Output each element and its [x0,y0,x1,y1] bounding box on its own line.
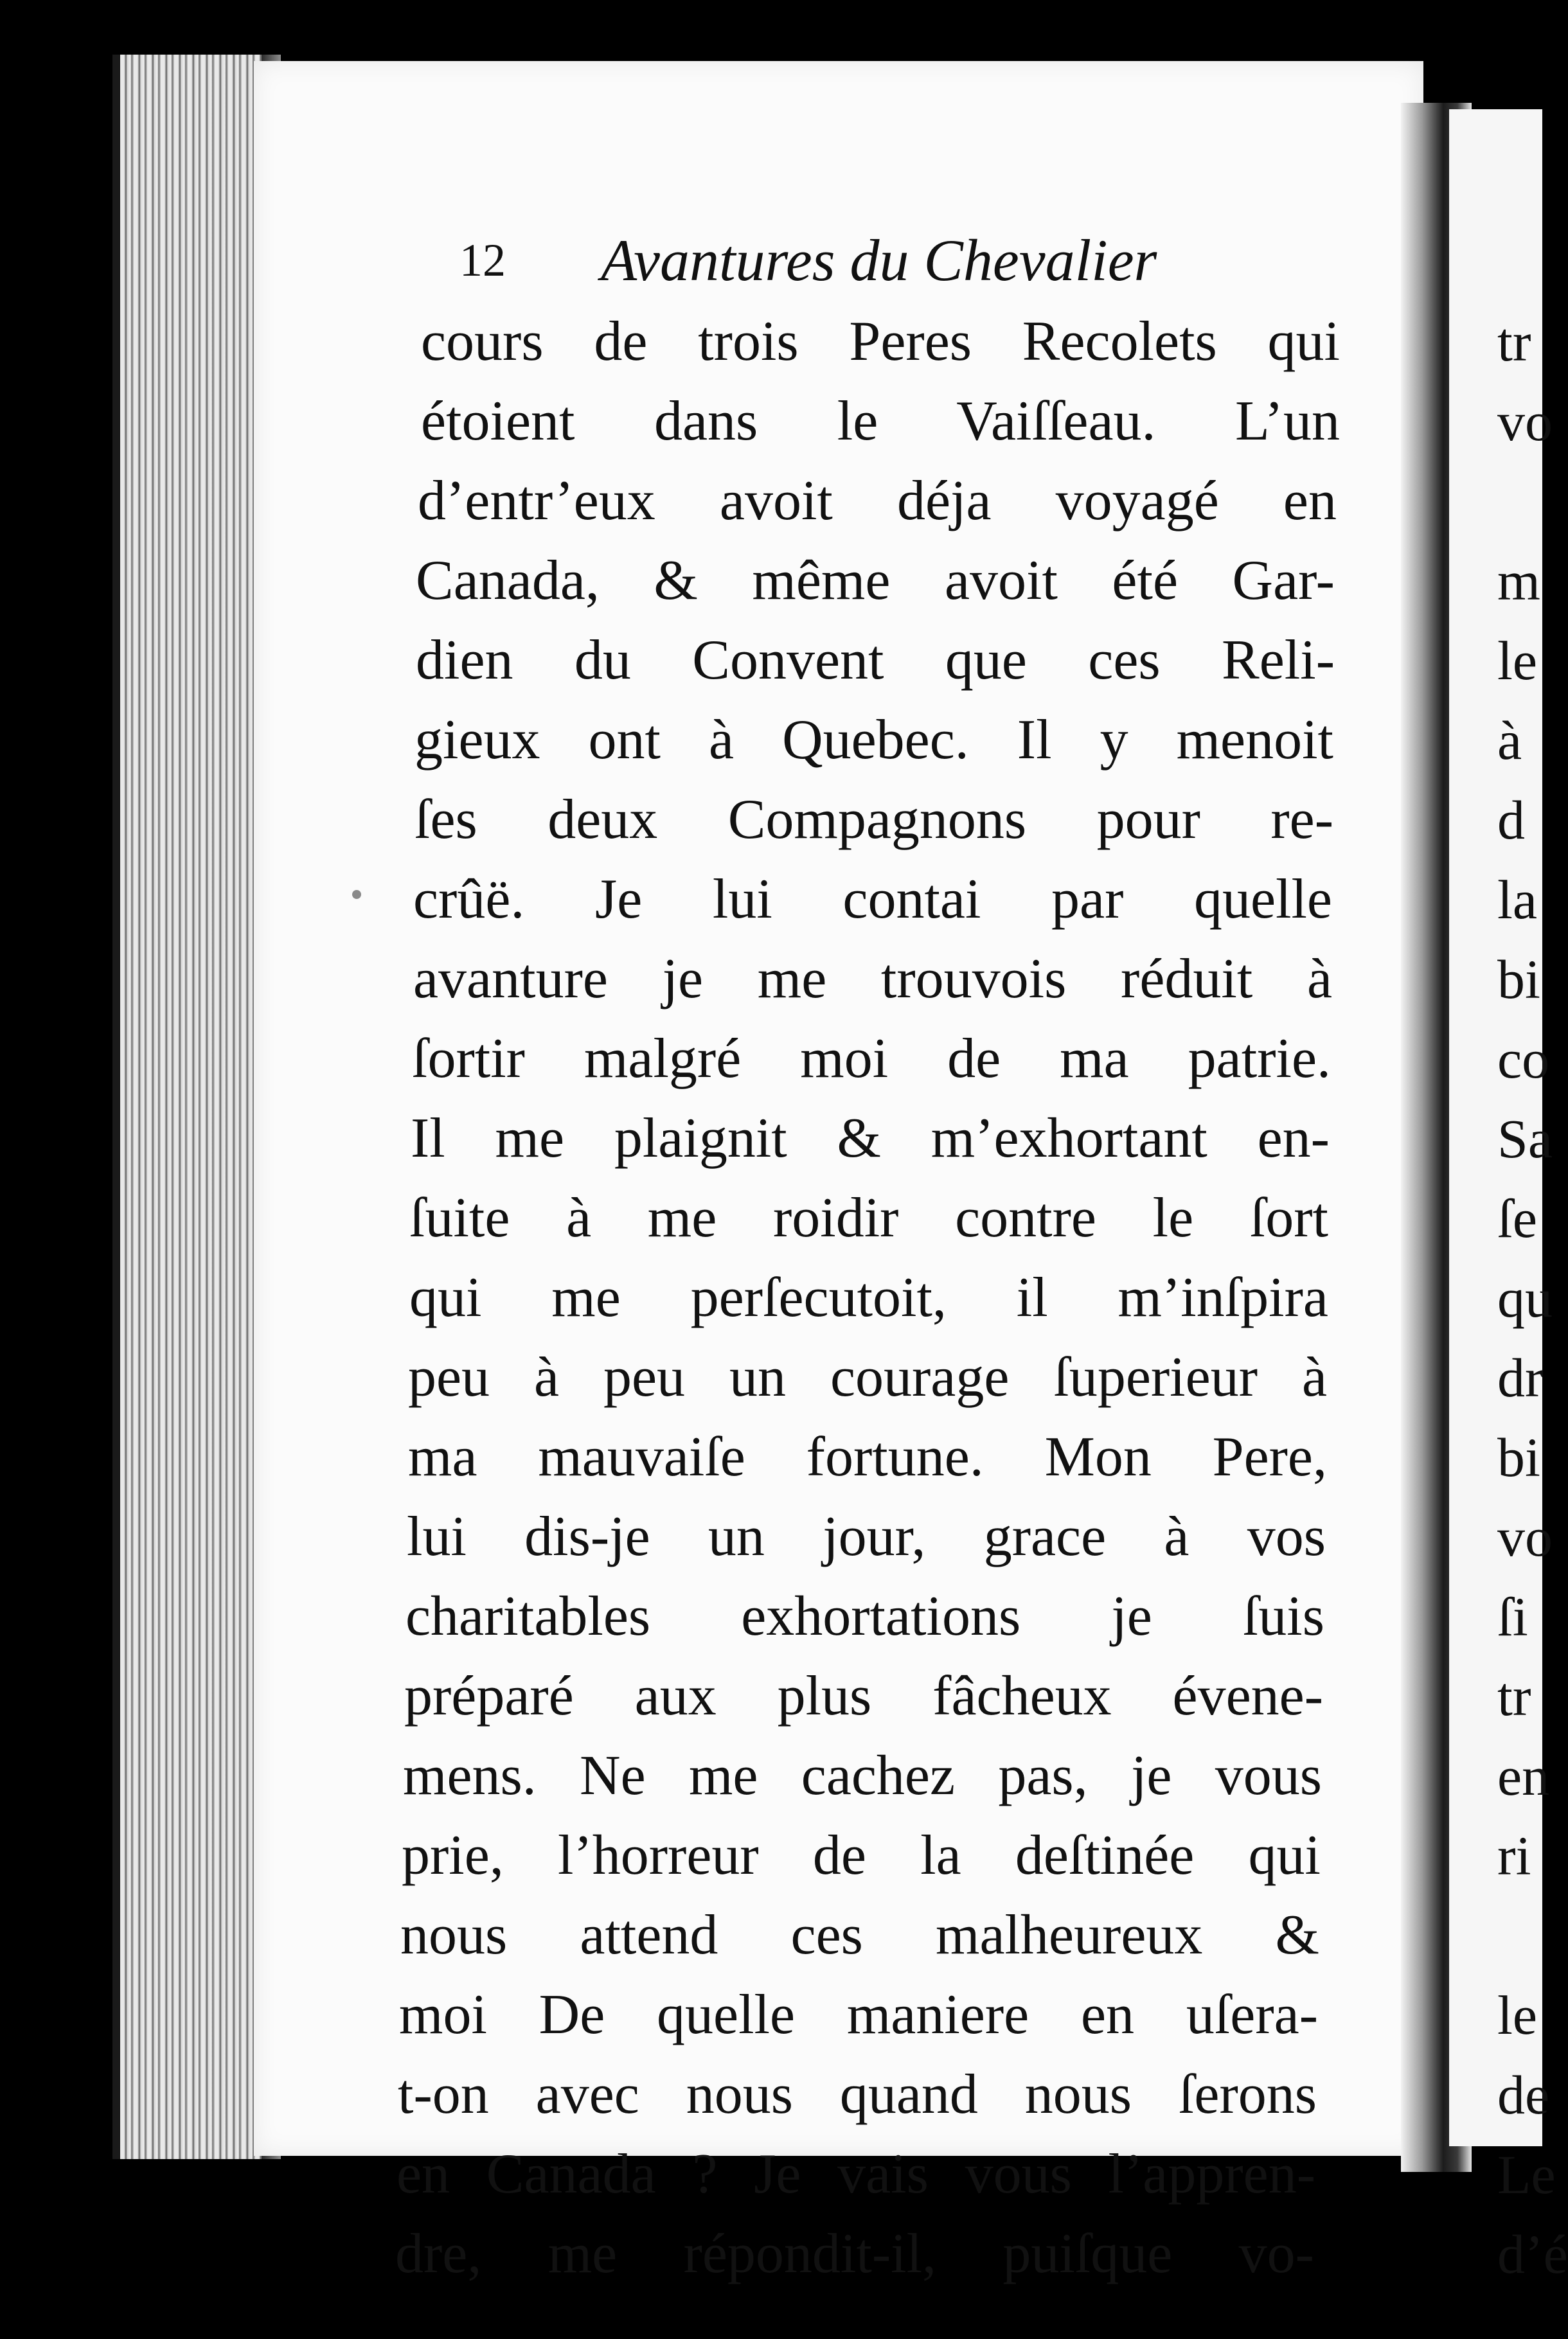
text-line: peu à peu un courage ſuperieur à [408,1346,1327,1409]
facing-text-fragment: vo [1497,1506,1553,1568]
verso-text-block [395,218,1340,2294]
text-line: Canada, & même avoit été Gar- [416,549,1335,612]
facing-text-fragment: le [1497,1984,1538,2046]
text-line: Il me plaignit & m’exhortant en- [411,1107,1330,1170]
facing-text-fragment: ſi [1497,1586,1528,1648]
facing-text-fragment: bi [1497,948,1540,1010]
text-line: cours de trois Peres Recolets qui [421,310,1340,373]
facing-text-fragment: Sa [1497,1108,1553,1170]
facing-text-fragment [1497,1896,1542,1975]
facing-text-fragment: le [1497,630,1538,691]
facing-page-text [1497,302,1568,2294]
text-line: gieux ont à Quebec. Il y menoit [414,709,1333,771]
text-line: crûë. Je lui contai par quelle [413,868,1332,930]
text-line: prie, l’horreur de la deſtinée qui [402,1824,1321,1887]
facing-text-fragment: ſe [1497,1187,1538,1249]
facing-text-fragment: de [1497,2064,1550,2126]
text-line: t-on avec nous quand nous ſerons [398,2063,1317,2126]
facing-text-fragment: bi [1497,1427,1540,1488]
text-line: étoient dans le Vaiſſeau. L’un [421,390,1340,452]
text-line: mens. Ne me cachez pas, je vous [403,1745,1322,1807]
page-number: 12 [459,235,506,286]
text-line: dien du Convent que ces Reli- [416,629,1335,691]
body-text [395,302,1340,2294]
facing-text-fragment: d [1497,789,1525,851]
facing-text-fragment [1497,461,1542,541]
text-line: ſortir malgré moi de ma patrie. [412,1027,1331,1090]
facing-text-fragment: en [1497,1745,1550,1807]
facing-text-fragment: Le [1497,2144,1556,2205]
text-line: qui me perſecutoit, il m’inſpira [409,1267,1328,1329]
text-line: préparé aux plus fâcheux évene- [404,1665,1323,1727]
text-line: lui dis-je un jour, grace à vos [407,1506,1326,1568]
text-line: moi De quelle maniere en uſera- [399,1984,1318,2046]
paper-speck [352,890,361,899]
text-line: dre, me répondit-il, puiſque vo- [395,2223,1314,2285]
facing-text-fragment: d’é [1497,2223,1568,2285]
text-line: avanture je me trouvois réduit à [413,948,1332,1010]
facing-text-fragment: tr [1497,1666,1531,1727]
text-line: ſes deux Compagnons pour re- [414,788,1333,851]
text-line: en Canada ? Je vais vous l’appren- [396,2143,1315,2205]
facing-text-fragment: m [1497,550,1540,612]
facing-text-fragment: à [1497,709,1522,771]
facing-text-fragment: tr [1497,311,1531,373]
facing-text-fragment: co [1497,1028,1550,1090]
text-line: ma mauvaiſe fortune. Mon Pere, [408,1426,1327,1488]
running-head [421,218,1321,302]
text-line: charitables exhortations je ſuis [405,1585,1324,1648]
text-line: ſuite à me roidir contre le ſort [409,1187,1328,1249]
facing-text-fragment: qu [1497,1267,1553,1329]
facing-text-fragment: la [1497,869,1538,930]
text-line: nous attend ces malheureux & [400,1904,1319,1966]
running-head-title: Avantures du Chevalier [601,227,1157,293]
facing-text-fragment: ri [1497,1825,1531,1887]
facing-text-fragment: dr [1497,1347,1544,1409]
facing-text-fragment: vo [1497,391,1553,452]
text-line: d’entr’eux avoit déja voyagé en [418,470,1337,532]
